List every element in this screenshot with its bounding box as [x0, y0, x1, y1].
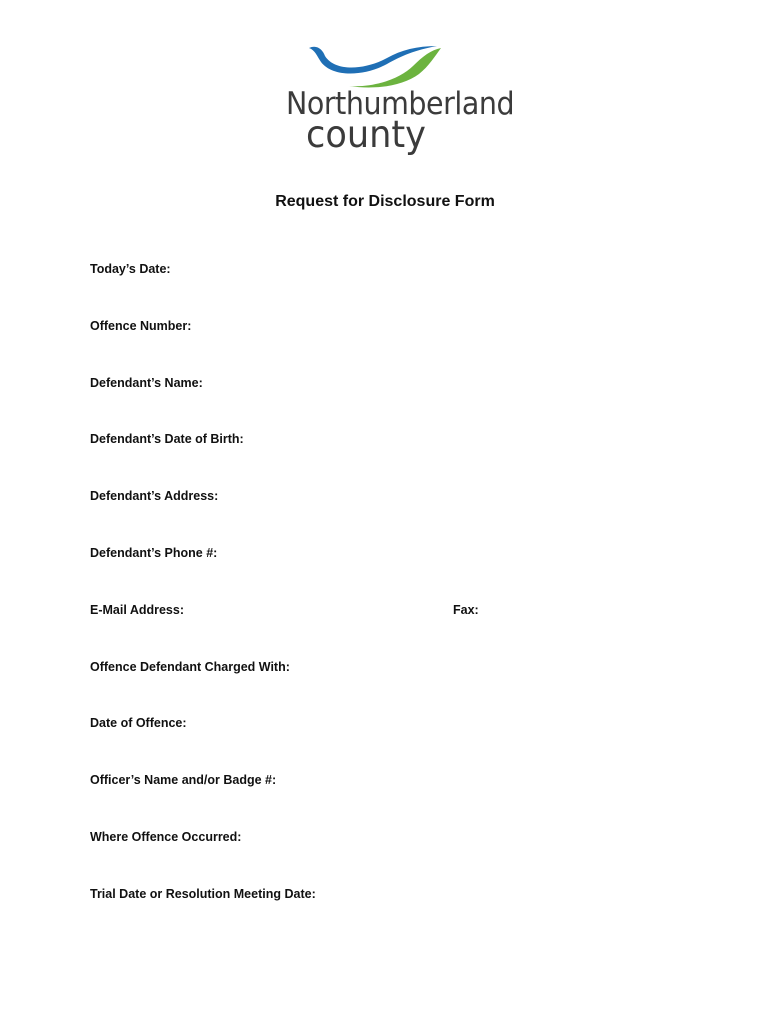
logo-text-northumberland: Northumberland [286, 86, 515, 122]
email-address-label: E-Mail Address: [90, 603, 185, 617]
trial-date-label: Trial Date or Resolution Meeting Date: [90, 887, 316, 901]
wave-logo-icon [305, 42, 445, 92]
offence-number-label: Offence Number: [90, 319, 192, 333]
todays-date-label: Today’s Date: [90, 262, 171, 276]
offence-charged-label: Offence Defendant Charged With: [90, 660, 290, 674]
page-title: Request for Disclosure Form [275, 193, 495, 210]
logo-text-county: county [306, 113, 426, 156]
officer-name-badge-label: Officer’s Name and/or Badge #: [90, 773, 277, 787]
defendant-dob-label: Defendant’s Date of Birth: [90, 432, 244, 446]
defendant-phone-label: Defendant’s Phone #: [90, 546, 218, 560]
where-offence-occurred-label: Where Offence Occurred: [90, 830, 242, 844]
defendant-name-label: Defendant’s Name: [90, 376, 203, 390]
fax-label: Fax: [453, 603, 479, 617]
date-of-offence-label: Date of Offence: [90, 716, 187, 730]
northumberland-county-logo [280, 42, 515, 156]
defendant-address-label: Defendant’s Address: [90, 489, 219, 503]
